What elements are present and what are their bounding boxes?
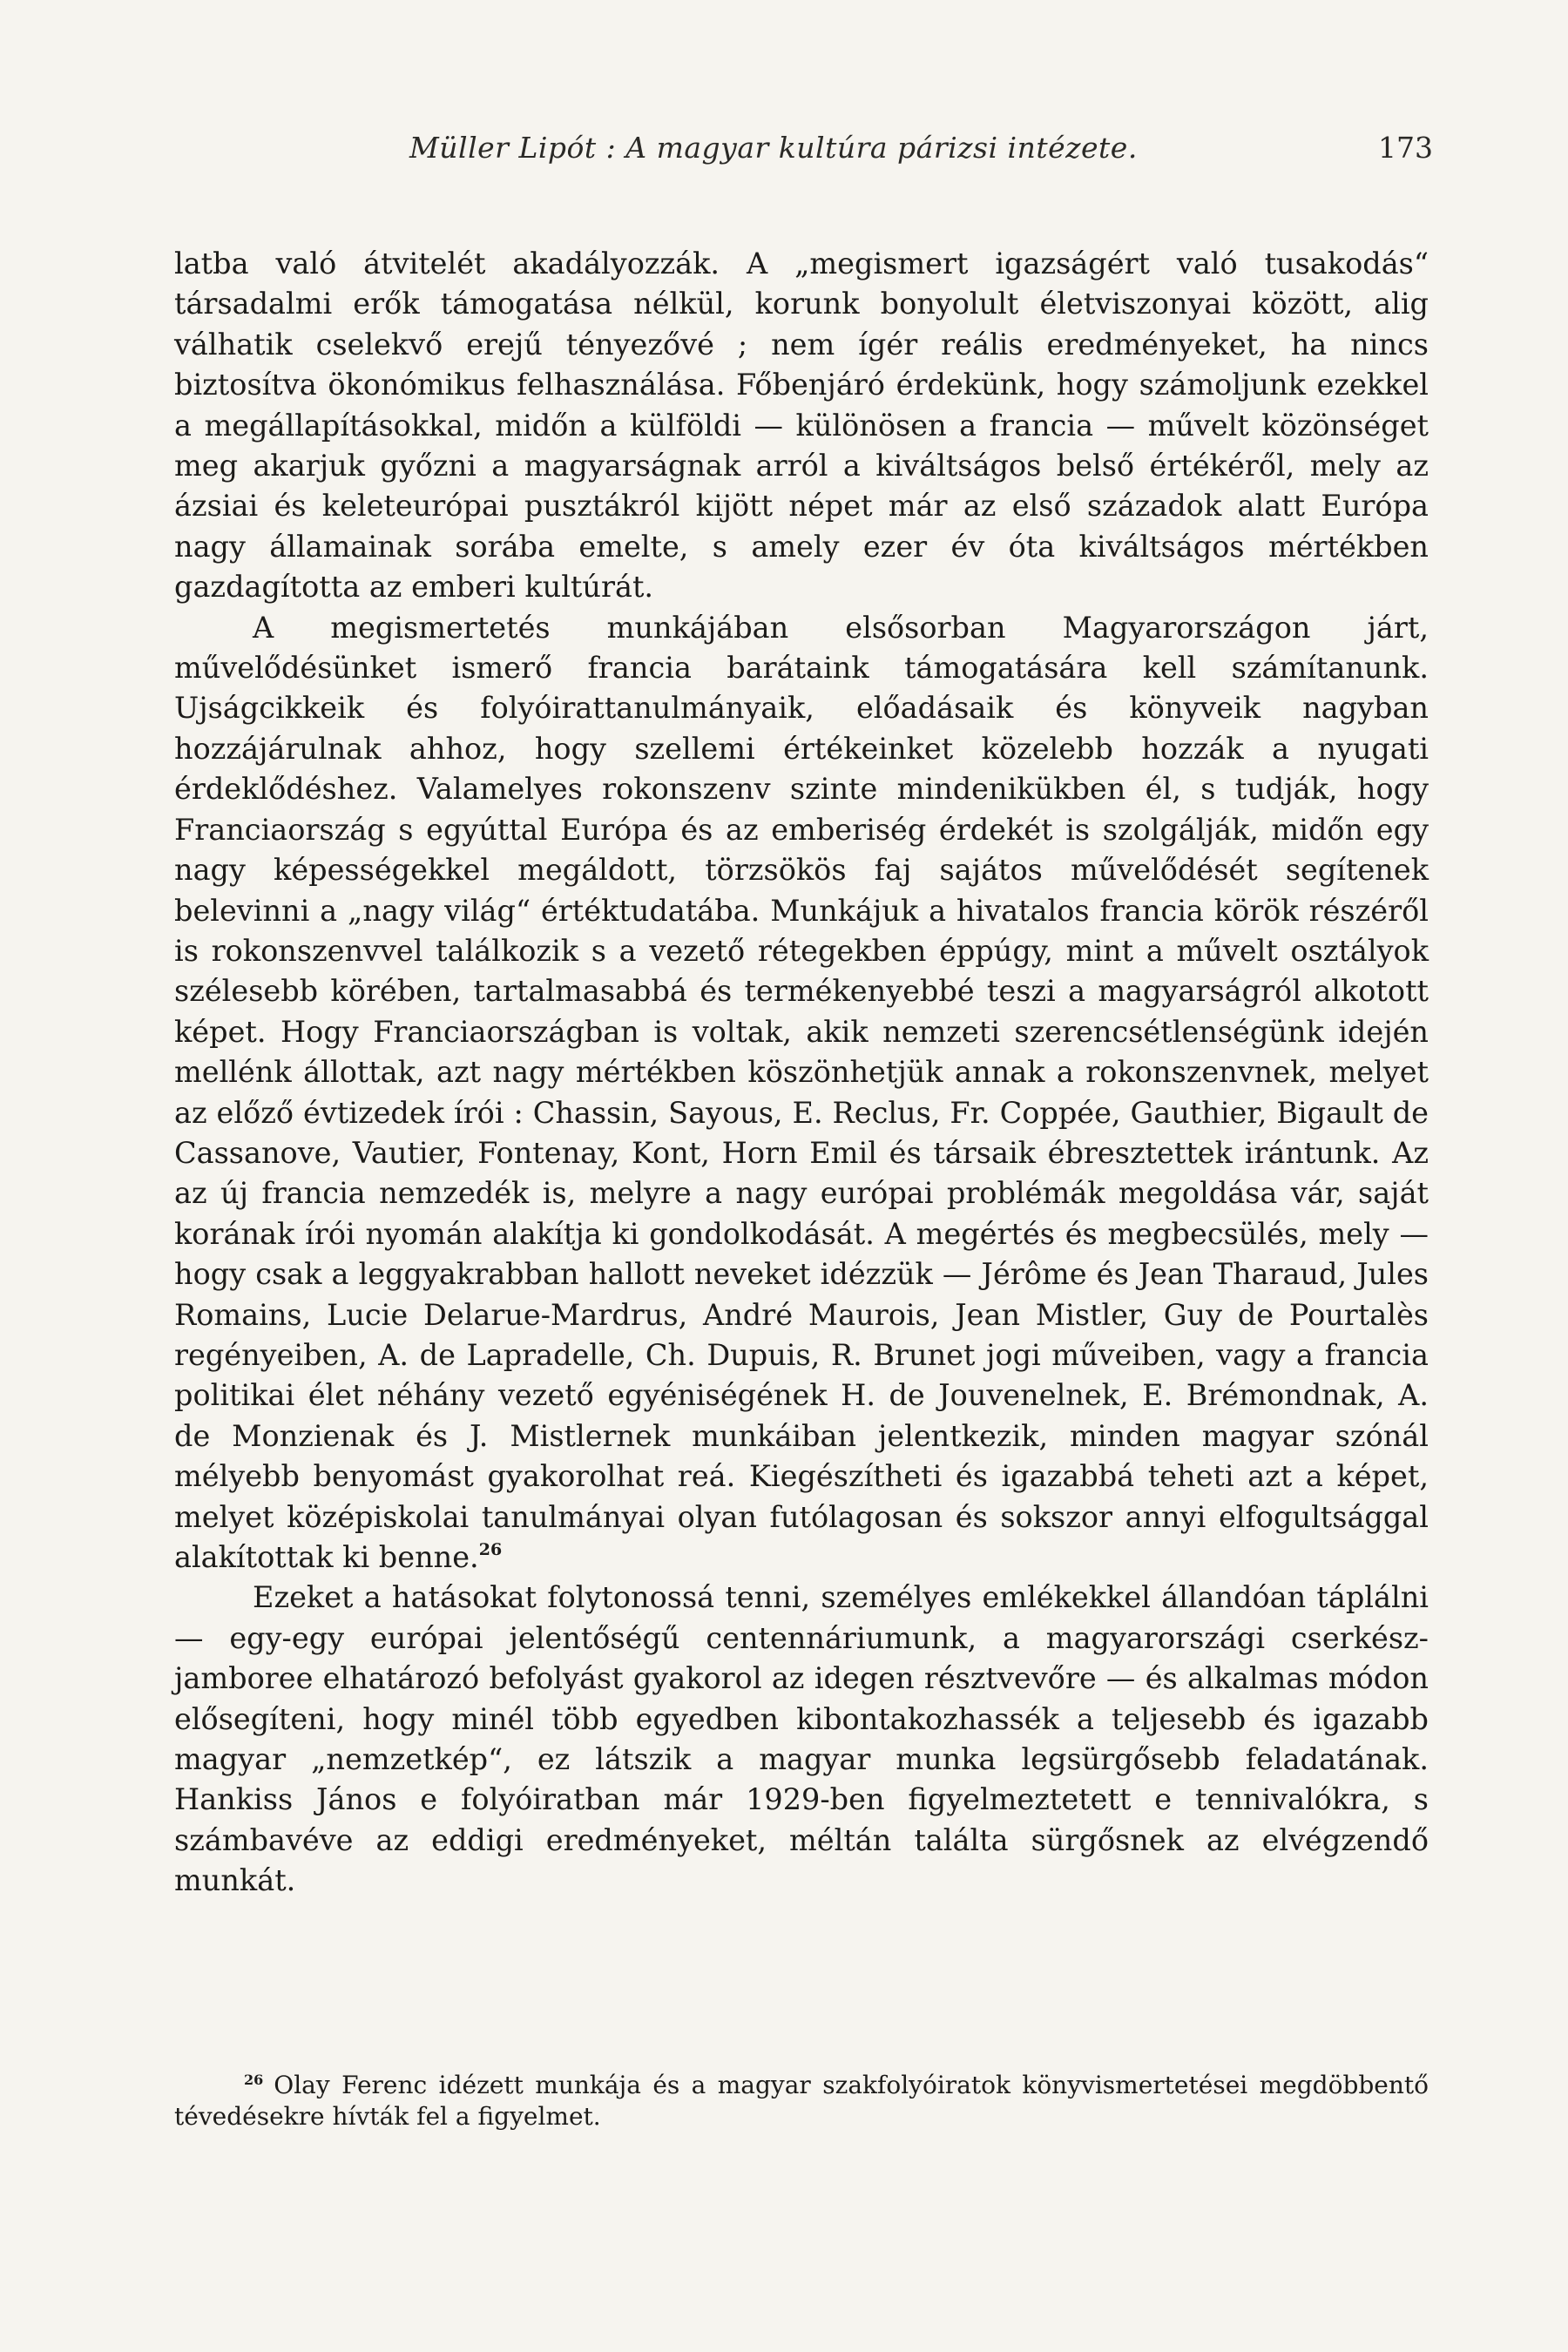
footnote-text: Olay Ferenc idézett munkája és a magyar szakfolyóiratok könyvismertetései megdöbbentő tévedésekre hívták fel a figyelmet. xyxy=(174,2071,1429,2131)
running-head: Müller Lipót : A magyar kultúra párizsi intézete. xyxy=(409,131,1138,165)
paragraph: latba való átvitelét akadályozzák. A „megismert igazságért való tusakodás“ társadalmi erők támogatása nélkül, korunk bonyolult életviszonyai között, alig válhatik cselekvő erejű tényezővé ; nem ígér reális eredményeket, ha nincs biztosítva ökonómikus felhasználása. Főbenjáró érdekünk, hogy számoljunk ezekkel a megállapításokkal, midőn a külföldi — különösen a francia — művelt közönséget meg akarjuk győzni a magyarságnak arról a kiváltságos belső értékéről, mely az ázsiai és keleteurópai pusztákról kijött népet már az első századok alatt Európa nagy államainak sorába emelte, s amely ezer év óta kiváltságos mértékben gazdagította az emberi kultúrát. xyxy=(174,247,1429,605)
footnote-reference: 26 xyxy=(478,1540,503,1559)
body-text xyxy=(174,244,1429,1902)
paragraph xyxy=(174,608,1429,1578)
paragraph: Ezeket a hatásokat folytonossá tenni, személyes emlékekkel állandóan táplálni — egy-egy európai jelentőségű centennáriumunk, a magyarországi cserkész-jamboree elhatározó befolyást gyakorol az idegen résztvevőre — és alkalmas módon elősegíteni, hogy minél több egyedben kibontakozhassék a teljesebb és igazabb magyar „nemzetkép“, ez látszik a magyar munka legsürgősebb feladatának. Hankiss János e folyóiratban már 1929-ben figyelmeztetett e tennivalókra, s számbavéve az eddigi eredményeket, méltán találta sürgősnek az elvégzendő munkát. xyxy=(174,1580,1429,1898)
paragraph-text: A megismertetés munkájában elsősorban Magyarországon járt, művelődésünket ismerő francia barátaink támogatására kell számítanunk. Ujságcikkeik és folyóirattanulmányaik, előadásaik és könyveik nagyban hozzájárulnak ahhoz, hogy szellemi értékeinket közelebb hozzák a nyugati érdeklődéshez. Valamelyes rokonszenv szinte mindenikükben él, s tudják, hogy Franciaország s egyúttal Európa és az emberiség érdekét is szolgálják, midőn egy nagy képességekkel megáldott, törzsökös faj sajátos művelődését segítenek belevinni a „nagy világ“ értéktudatába. Munkájuk a hivatalos francia körök részéről is rokonszenvvel találkozik s a vezető rétegekben éppúgy, mint a művelt osztályok szélesebb körében, tartalmasabbá és termékenyebbé teszi a magyarságról alkotott képet. Hogy Franciaországban is voltak, akik nemzeti szerencsétlenségünk idején mellénk állottak, azt nagy mértékben köszönhetjük annak a rokonszenvnek, melyet az előző évtizedek írói : Chassin, Sayous, E. Reclus, Fr. Coppée, Gauthier, Bigault de Cassanove, Vautier, Fontenay, Kont, Horn Emil és társaik ébresztettek irántunk. Az az új francia nemzedék is, melyre a nagy európai problémák megoldása vár, saját korának írói nyomán alakítja ki gondolkodását. A megértés és megbecsülés, mely — hogy csak a leggyakrabban hallott neveket idézzük — Jérôme és Jean Tharaud, Jules Romains, Lucie Delarue-Mardrus, André Maurois, Jean Mistler, Guy de Pourtalès regényeiben, A. de Lapradelle, Ch. Dupuis, R. Brunet jogi műveiben, vagy a francia politikai élet néhány vezető egyéniségének H. de Jouvenelnek, E. Brémondnak, A. de Monzienak és J. Mistlernek munkáiban jelentkezik, minden magyar szónál mélyebb benyomást gyakorolhat reá. Kiegészítheti és igazabbá teheti azt a képet, melyet középiskolai tanulmányai olyan futólagosan és sokszor annyi elfogultsággal alakítottak ki benne. xyxy=(174,610,1429,1574)
footnote-number: 26 xyxy=(244,2072,264,2088)
page-number: 173 xyxy=(1378,131,1433,165)
footnote xyxy=(174,2070,1429,2132)
